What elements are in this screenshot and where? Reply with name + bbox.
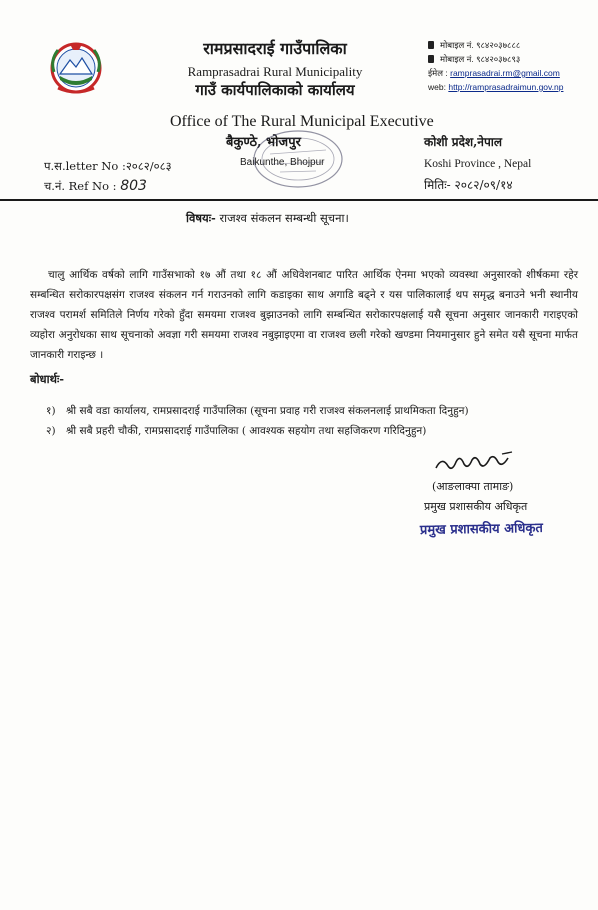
contact-block xyxy=(428,38,563,94)
province-en: Koshi Province , Nepal xyxy=(424,158,532,170)
phone-icon xyxy=(428,41,434,49)
notice-paragraph: चालु आर्थिक वर्षको लागि गाउँसभाको १७ औं तथा १८ औं अधिवेशनबाट पारित आर्थिक ऐनमा भएको व्यवस्था अनुसारको शीर्षकमा रहेर सम्बन्धित सरोकारपक्षसंग राजश्व संकलन गर्न गराउनको लागि कडाइका साथ अगाडि बढ्ने र यस पालिकालाई थप समृद्ध बनाउने भनी स्थानीय राजश्व परामर्श समितिले निर्णय गरेको हुँदा समयमा राजश्व बुझाउनको लागि सम्बन्धित सरोकारपक्षलाई यसै सूचना अनुसार जानकारी गराइएको व्यहोरा अनुरोधका साथ सूचनाको अवज्ञा गरी समयमा राजश्व नबुझाइएमा वा राजश्व छली गरेको खण्डमा नियमानुसार हुने समेत यसै सूचना मार्फत जानकारी गराइन्छ । xyxy=(30,269,578,361)
header-divider xyxy=(0,199,598,201)
office-name-en: Office of The Rural Municipal Executive xyxy=(170,113,434,130)
phone-1: मोबाइल नं. ९८४२०३७८८८ xyxy=(428,38,563,52)
cc-item: २) श्री सबै प्रहरी चौकी, रामप्रसादराई गाउँपालिका ( आवश्यक सहयोग तथा सहजिकरण गरिदिनुहुन) xyxy=(46,425,427,437)
website-link[interactable]: http://ramprasadraimun.gov.np xyxy=(448,82,564,92)
reference-number: च.नं. Ref No : 803 xyxy=(44,178,147,194)
designation-stamp: प्रमुख प्रशासकीय अधिकृत xyxy=(419,520,543,539)
office-name-np: गाउँ कार्यपालिकाको कार्यालय xyxy=(195,81,355,99)
email-link[interactable]: ramprasadrai.rm@gmail.com xyxy=(450,68,560,78)
phone-icon xyxy=(428,55,434,63)
place-en: Baikunthe, Bhojpur xyxy=(240,157,325,168)
cc-item: १) श्री सबै वडा कार्यालय, रामप्रसादराई गाउँपालिका (सूचना प्रवाह गरी राजश्व संकलनलाई प्राथमिकता दिनुहुन) xyxy=(46,405,469,417)
nepal-emblem-icon xyxy=(46,36,106,96)
email-row: ईमेल : ramprasadrai.rm@gmail.com xyxy=(428,68,560,78)
letter-date: मितिः- २०८२/०९/१४ xyxy=(424,178,513,192)
signatory-name: (आङलाक्पा तामाङ) xyxy=(432,480,514,493)
handwritten-ref-number: 803 xyxy=(120,178,147,194)
municipality-name-np: रामप्रसादराई गाउँपालिका xyxy=(203,39,347,58)
place-np: बैकुण्ठे, भोजपुर xyxy=(226,135,301,150)
province-np: कोशी प्रदेश,नेपाल xyxy=(424,135,503,149)
office-seal-stamp-icon xyxy=(250,128,346,190)
header-center xyxy=(150,38,400,100)
cc-list xyxy=(46,401,469,441)
subject-line: विषयः- राजश्व संकलन सम्बन्धी सूचना। xyxy=(186,211,349,225)
cc-heading: बोधार्थः- xyxy=(30,372,65,386)
notice-body xyxy=(30,265,578,365)
phone-2: मोबाइल नं. ९८४२०३७८९३ xyxy=(428,52,563,66)
signatory-title: प्रमुख प्रशासकीय अधिकृत xyxy=(424,500,528,513)
municipality-name-en: Ramprasadrai Rural Municipality xyxy=(187,64,363,79)
letter-number: प.स.letter No :२०८२/०८३ xyxy=(44,159,172,173)
web-row: web: http://ramprasadraimun.gov.np xyxy=(428,82,564,92)
signature-scrawl-icon xyxy=(432,448,518,478)
